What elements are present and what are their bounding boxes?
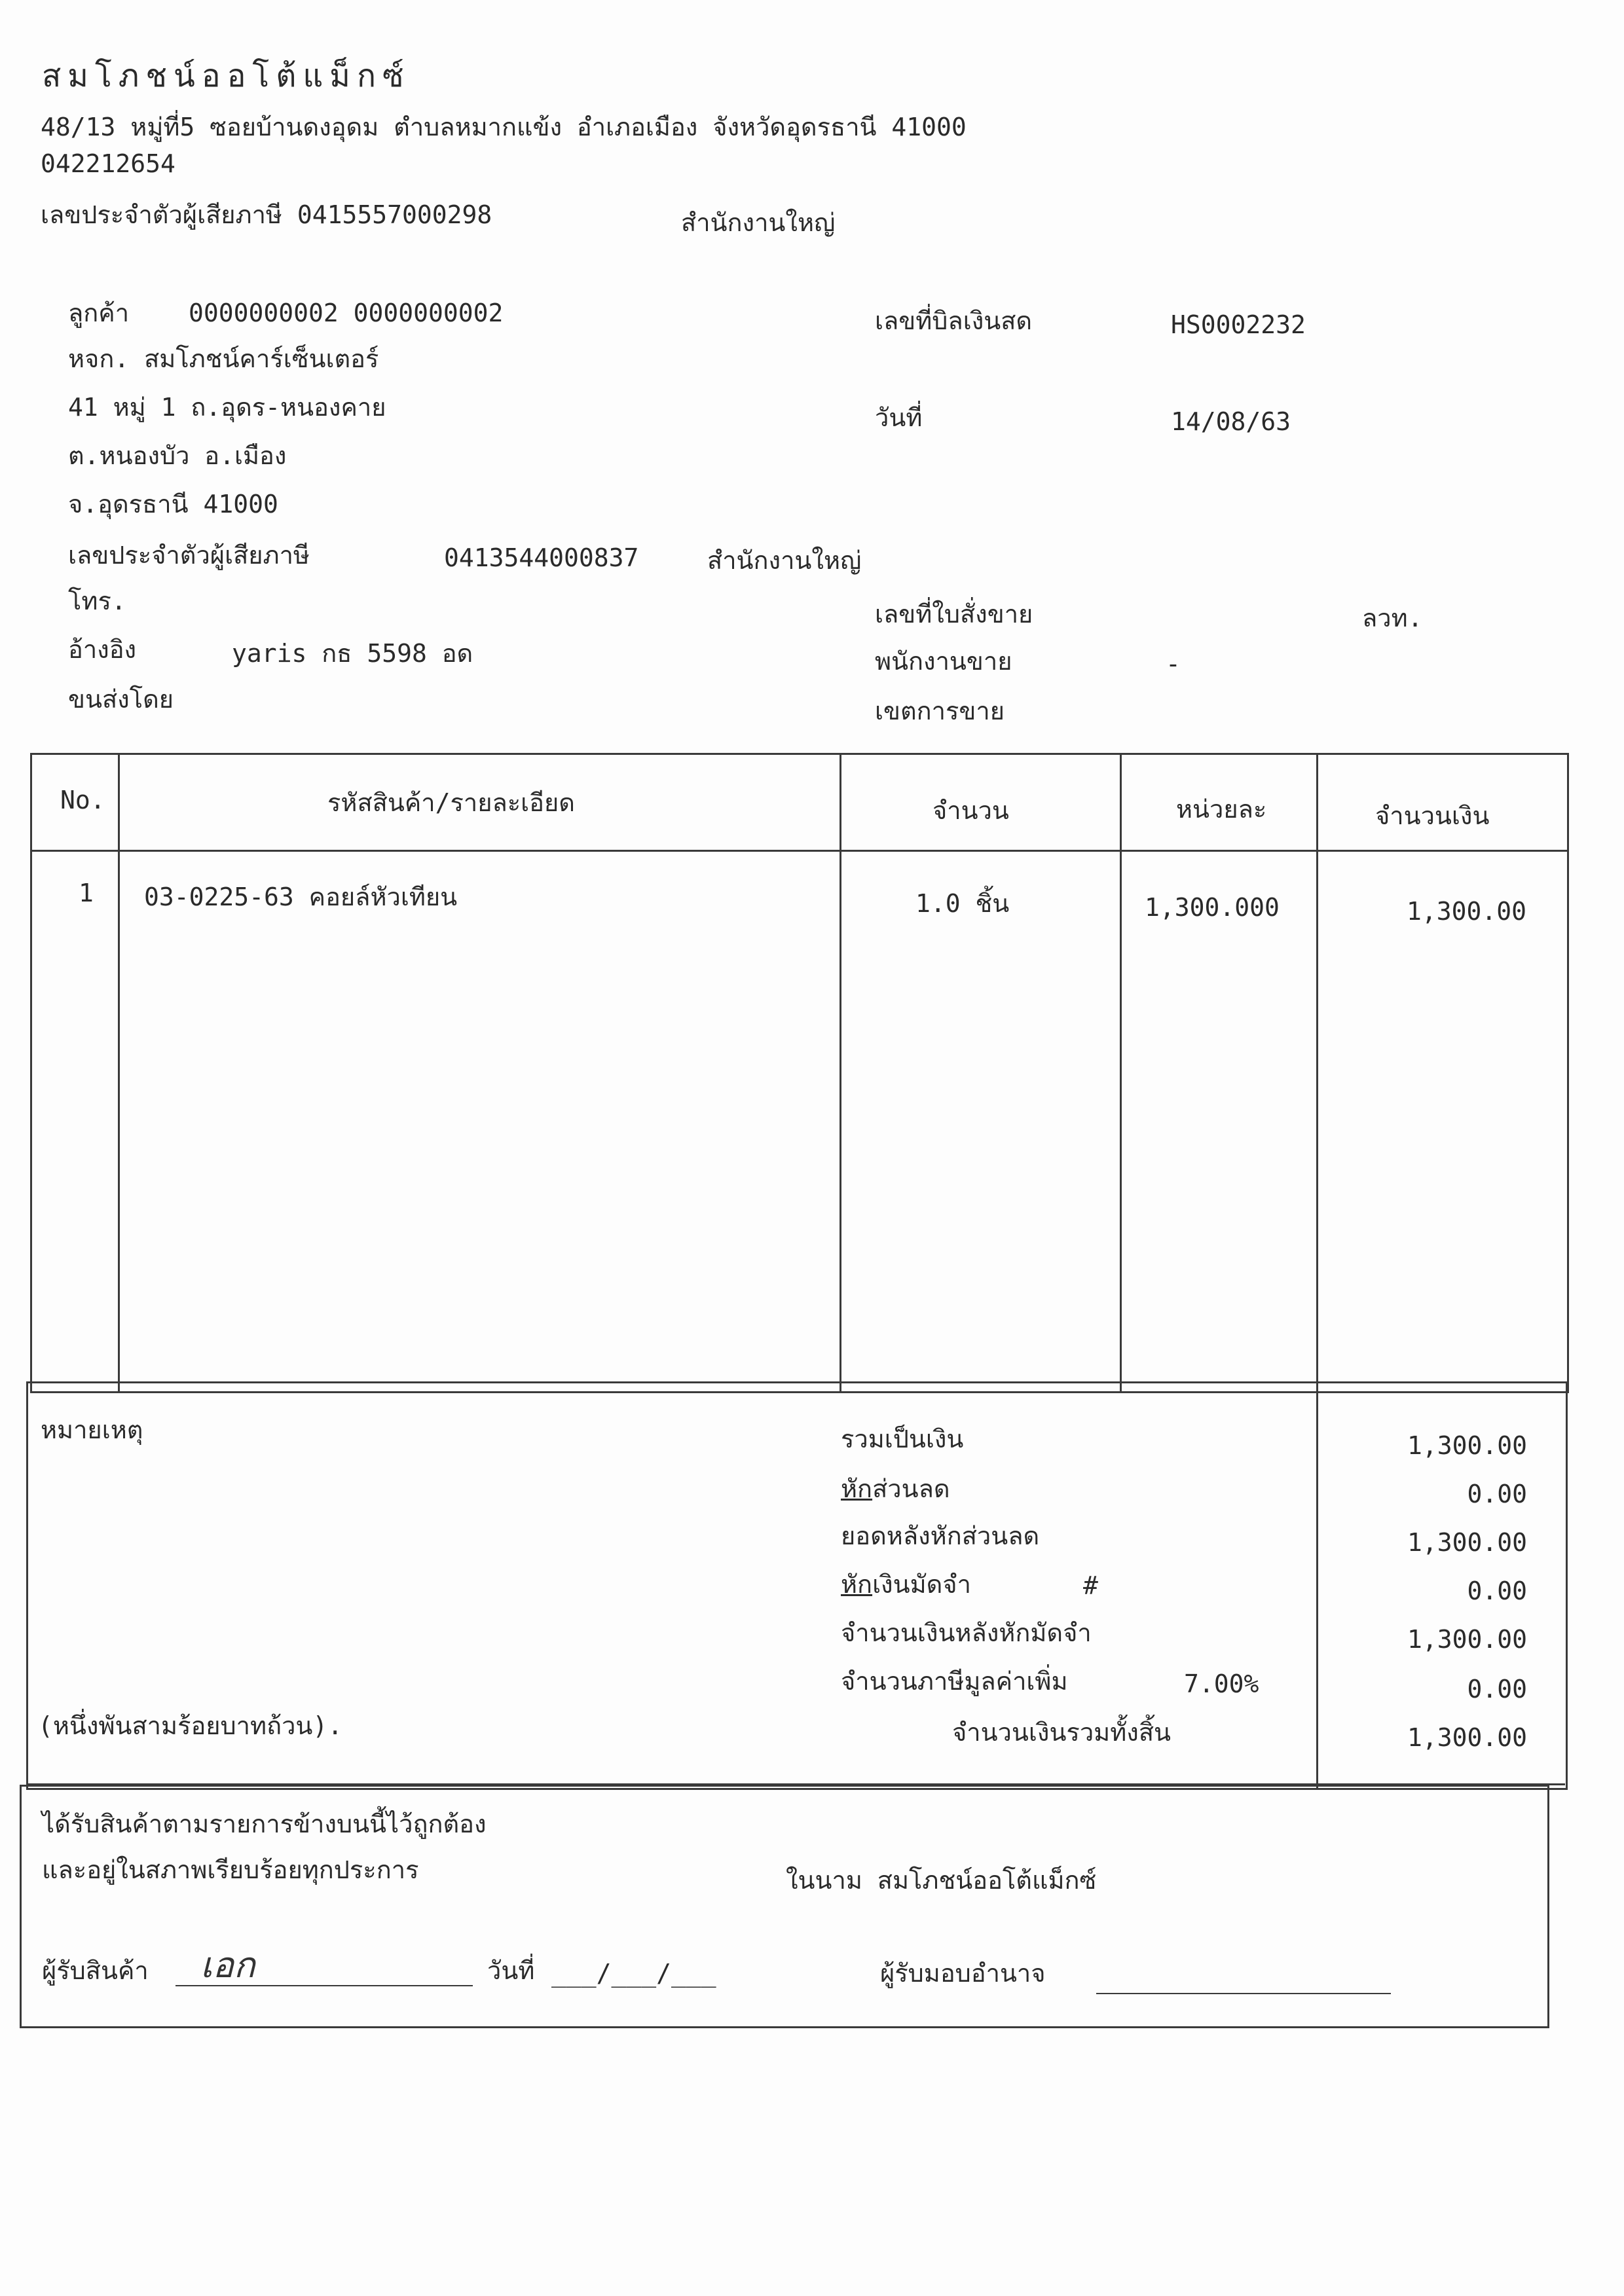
column-divider-1 (118, 753, 120, 1391)
subtotal-value: 1,300.00 (1407, 1431, 1527, 1460)
row-description: 03-0225-63 คอยล์หัวเทียน (144, 883, 458, 911)
authorized-signature-line (1096, 1993, 1391, 1994)
discount-value: 0.00 (1467, 1480, 1527, 1508)
after-discount-label: ยอดหลังหักส่วนลด (841, 1522, 1040, 1550)
items-table (30, 753, 1569, 1393)
receiver-signature-line (175, 1985, 473, 1986)
row-amount: 1,300.00 (1407, 897, 1527, 926)
customer-branch: สำนักงานใหญ่ (707, 546, 862, 575)
remark-label: หมายเหตุ (41, 1415, 143, 1444)
table-header-divider (30, 850, 1567, 852)
on-behalf-text: ในนาม สมโภชน์ออโต้แม็กซ์ (786, 1866, 1097, 1895)
grand-total-value: 1,300.00 (1407, 1723, 1527, 1752)
customer-name: หจก. สมโภชน์คาร์เซ็นเตอร์ (68, 344, 379, 373)
customer-address-line1: 41 หมู่ 1 ถ.อุดร-หนองคาย (68, 393, 386, 422)
sales-area-label: เขตการขาย (875, 697, 1005, 725)
deposit-value: 0.00 (1467, 1576, 1527, 1605)
deposit-hash: # (1083, 1571, 1098, 1600)
customer-ref-value: yaris กธ 5598 อด (232, 639, 473, 668)
company-name: สมโภชน์ออโต้แม็กซ์ (42, 58, 411, 94)
vat-label: จำนวนภาษีมูลค่าเพิ่ม (841, 1667, 1068, 1696)
discount-label (841, 1473, 950, 1504)
row-no: 1 (79, 879, 94, 907)
customer-tax-id: 0413544000837 (444, 543, 639, 572)
receive-date-blank: ___/___/___ (551, 1959, 716, 1988)
sales-value: - (1166, 649, 1181, 678)
receive-date-label: วันที่ (487, 1956, 535, 1985)
discount-text: ส่วนลด (872, 1474, 950, 1503)
sales-label: พนักงานขาย (875, 647, 1012, 676)
header-amount: จำนวนเงิน (1375, 801, 1490, 830)
deposit-prefix: หัก (841, 1570, 873, 1599)
authorized-label: ผู้รับมอบอำนาจ (880, 1959, 1046, 1988)
customer-ref-label: อ้างอิง (68, 635, 137, 664)
after-deposit-value: 1,300.00 (1407, 1625, 1527, 1654)
bill-no-label: เลขที่บิลเงินสด (875, 306, 1033, 335)
discount-prefix: หัก (841, 1474, 873, 1503)
row-quantity: 1.0 ชิ้น (915, 889, 1010, 918)
order-no-label: เลขที่ใบสั่งขาย (875, 600, 1033, 629)
row-unit-price: 1,300.000 (1145, 893, 1280, 922)
vat-value: 0.00 (1467, 1675, 1527, 1704)
order-no: ลวท. (1362, 604, 1423, 632)
column-divider-2 (840, 753, 841, 1391)
deposit-label (841, 1569, 971, 1600)
grand-total-label: จำนวนเงินรวมทั้งสิ้น (952, 1718, 1171, 1747)
receiver-signature: เอก (200, 1944, 255, 1986)
received-line2: และอยู่ในสภาพเรียบร้อยทุกประการ (42, 1855, 419, 1884)
vat-rate: 7.00% (1184, 1669, 1259, 1698)
receiver-label: ผู้รับสินค้า (42, 1956, 149, 1985)
after-discount-value: 1,300.00 (1407, 1528, 1527, 1557)
column-divider-3 (1120, 753, 1122, 1391)
received-line1: ได้รับสินค้าตามรายการข้างบนนี้ไว้ถูกต้อง (42, 1810, 487, 1838)
invoice-date: 14/08/63 (1171, 407, 1291, 436)
date-label: วันที่ (875, 403, 923, 432)
deposit-text: เงินมัดจำ (872, 1570, 971, 1599)
customer-address-line2: ต.หนองบัว อ.เมือง (68, 441, 287, 470)
company-address: 48/13 หมู่ที่5 ซอยบ้านดงอุดม ตำบลหมากแข้ง อำเภอเมือง จังหวัดอุดรธานี 41000 (41, 113, 967, 141)
header-no: No. (60, 786, 105, 814)
header-description: รหัสสินค้า/รายละเอียด (327, 788, 575, 817)
customer-tax-label: เลขประจำตัวผู้เสียภาษี (68, 541, 310, 570)
bill-no: HS0002232 (1171, 310, 1306, 339)
header-unit-price: หน่วยละ (1176, 795, 1267, 824)
customer-label: ลูกค้า (68, 299, 130, 327)
company-branch: สำนักงานใหญ่ (681, 208, 836, 237)
customer-ship-label: ขนส่งโดย (68, 685, 174, 714)
subtotal-label: รวมเป็นเงิน (841, 1425, 964, 1453)
amount-in-words: (หนึ่งพันสามร้อยบาทถ้วน). (38, 1711, 343, 1740)
company-tax-id: เลขประจำตัวผู้เสียภาษี 0415557000298 (41, 200, 492, 229)
customer-code: 0000000002 0000000002 (189, 299, 504, 327)
header-quantity: จำนวน (932, 796, 1009, 825)
customer-phone-label: โทร. (68, 587, 126, 615)
company-phone: 042212654 (41, 149, 175, 178)
after-deposit-label: จำนวนเงินหลังหักมัดจำ (841, 1618, 1092, 1647)
customer-address-line3: จ.อุดรธานี 41000 (68, 490, 278, 519)
